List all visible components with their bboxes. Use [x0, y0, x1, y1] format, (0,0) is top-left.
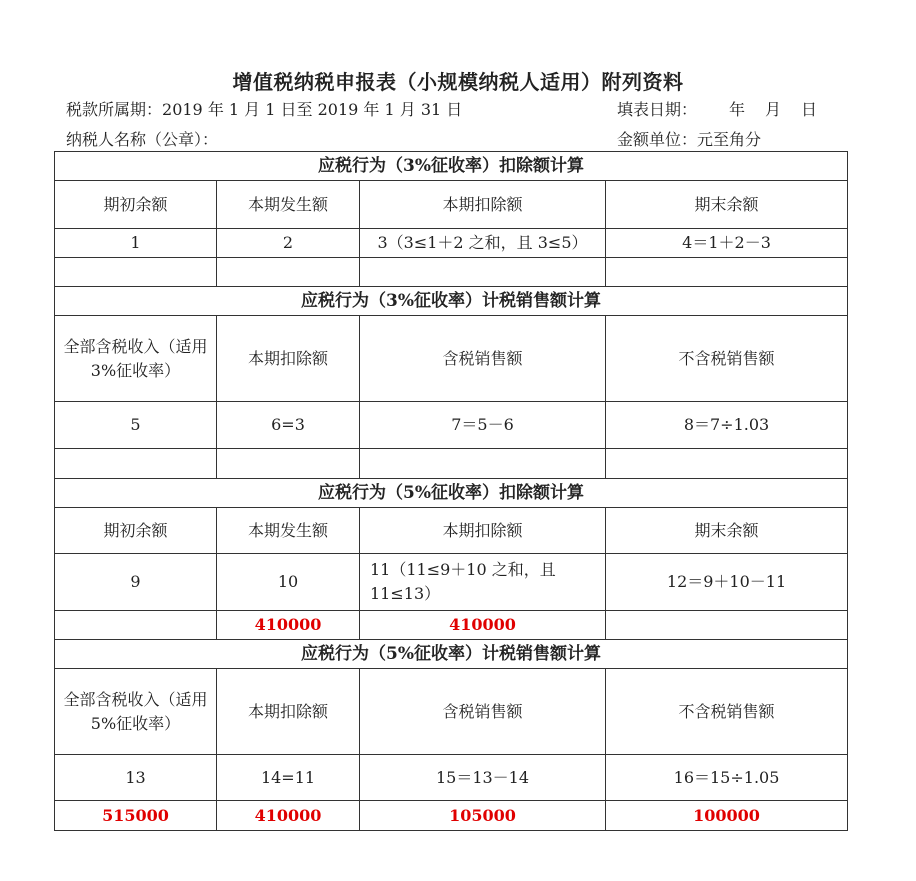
code-cell: 4＝1＋2－3	[606, 229, 848, 258]
taxpayer-name: 纳税人名称（公章）：	[66, 130, 219, 149]
value-cell[interactable]	[606, 611, 848, 640]
header-cell: 含税销售额	[360, 316, 606, 402]
value-cell[interactable]	[606, 449, 848, 479]
code-cell: 6=3	[217, 402, 360, 449]
value-cell[interactable]: 515000	[55, 801, 217, 831]
header-cell: 本期扣除额	[360, 181, 606, 229]
code-cell: 8＝7÷1.03	[606, 402, 848, 449]
value-cell[interactable]	[55, 258, 217, 287]
header-cell: 本期扣除额	[217, 316, 360, 402]
section-title: 应税行为（5%征收率）计税销售额计算	[55, 640, 848, 669]
section-title: 应税行为（3%征收率）扣除额计算	[55, 152, 848, 181]
value-cell[interactable]	[217, 449, 360, 479]
header-cell: 本期扣除额	[360, 508, 606, 554]
header-cell: 期初余额	[55, 181, 217, 229]
value-cell[interactable]: 410000	[217, 801, 360, 831]
header-cell: 本期发生额	[217, 181, 360, 229]
value-cell[interactable]	[360, 258, 606, 287]
header-cell: 本期发生额	[217, 508, 360, 554]
header-cell: 期初余额	[55, 508, 217, 554]
tax-period	[66, 97, 462, 120]
code-cell: 9	[55, 554, 217, 611]
header-cell: 期末余额	[606, 508, 848, 554]
tax-period-label: 税款所属期：	[66, 100, 163, 119]
code-cell: 2	[217, 229, 360, 258]
value-cell[interactable]	[360, 449, 606, 479]
section-title: 应税行为（3%征收率）计税销售额计算	[55, 287, 848, 316]
header-cell: 期末余额	[606, 181, 848, 229]
header-cell: 含税销售额	[360, 669, 606, 755]
header-cell: 本期扣除额	[217, 669, 360, 755]
value-cell[interactable]: 410000	[360, 611, 606, 640]
code-cell: 12＝9＋10－11	[606, 554, 848, 611]
tax-period-value: 2019 年 1 月 1 日至 2019 年 1 月 31 日	[162, 100, 463, 119]
value-cell[interactable]	[606, 258, 848, 287]
code-cell: 13	[55, 755, 217, 801]
code-cell: 15＝13－14	[360, 755, 606, 801]
fill-date	[617, 97, 817, 120]
code-cell: 3（3≤1＋2 之和，且 3≤5）	[360, 229, 606, 258]
code-cell: 14=11	[217, 755, 360, 801]
header-cell: 不含税销售额	[606, 316, 848, 402]
header-cell: 全部含税收入（适用 5%征收率）	[55, 669, 217, 755]
fill-date-month: 月	[765, 100, 782, 119]
code-cell: 1	[55, 229, 217, 258]
value-cell[interactable]	[55, 611, 217, 640]
supplementary-table	[54, 151, 848, 831]
code-cell: 10	[217, 554, 360, 611]
value-cell[interactable]: 100000	[606, 801, 848, 831]
section-title: 应税行为（5%征收率）扣除额计算	[55, 479, 848, 508]
code-cell: 16＝15÷1.05	[606, 755, 848, 801]
code-cell: 11（11≤9＋10 之和，且 11≤13）	[360, 554, 606, 611]
fill-date-label: 填表日期：	[617, 100, 698, 119]
value-cell[interactable]	[55, 449, 217, 479]
code-cell: 7＝5－6	[360, 402, 606, 449]
value-cell[interactable]: 105000	[360, 801, 606, 831]
code-cell: 5	[55, 402, 217, 449]
header-cell: 全部含税收入（适用 3%征收率）	[55, 316, 217, 402]
header-cell: 不含税销售额	[606, 669, 848, 755]
fill-date-year: 年	[729, 100, 746, 119]
amount-unit: 金额单位：元至角分	[617, 130, 762, 149]
value-cell[interactable]: 410000	[217, 611, 360, 640]
value-cell[interactable]	[217, 258, 360, 287]
fill-date-day: 日	[801, 100, 818, 119]
form-title: 增值税纳税申报表（小规模纳税人适用）附列资料	[232, 70, 684, 94]
